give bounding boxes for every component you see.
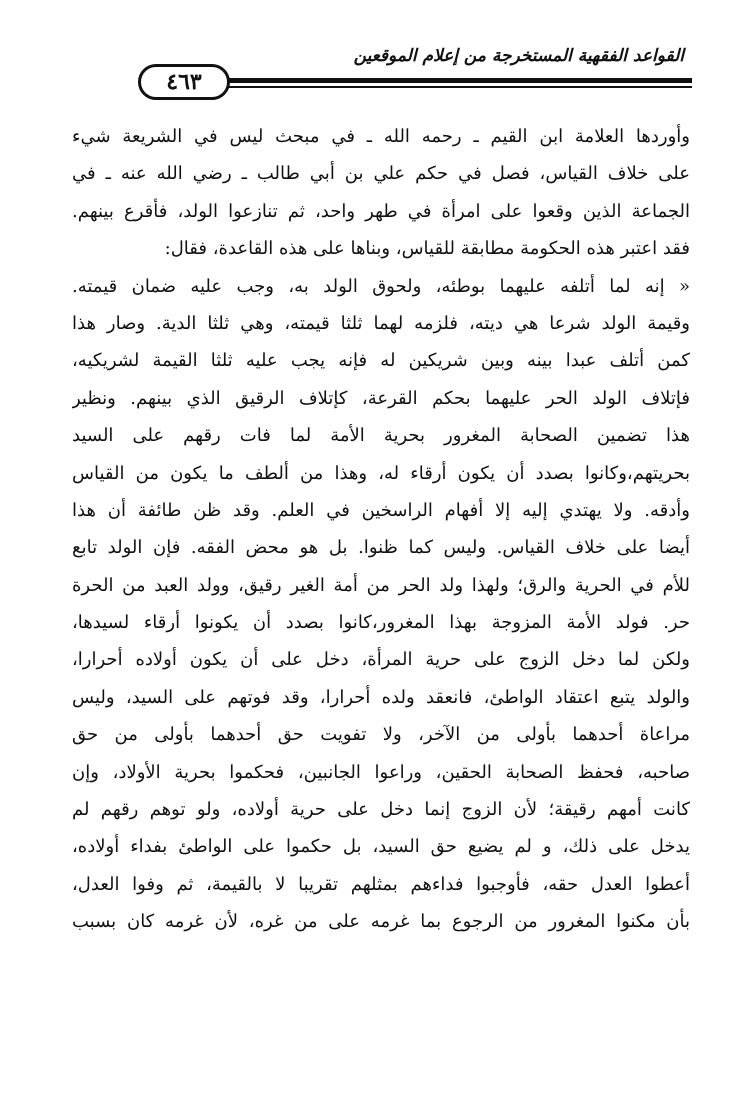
text-line: والولد يتبع اعتقاد الواطئ، فانعقد ولده أحرارا، وقد فوتهم على السيد، وليس: [72, 686, 690, 708]
text-line: وأوردها العلامة ابن القيم ـ رحمه الله ـ في مبحث ليس في الشريعة شيء: [72, 126, 690, 147]
text-line: الجماعة الذين وقعوا على امرأة في طهر واحد، ثم تنازعوا الولد، فأقرع بينهم.: [72, 200, 690, 222]
text-line: فإتلاف الولد الحر عليهما بحكم القرعة، كإتلاف الرقيق الذي بينهم. ونظير: [72, 387, 690, 409]
running-title: القواعد الفقهية المستخرجة من إعلام الموقعين: [353, 46, 684, 66]
text-line: فقد اعتبر هذه الحكومة مطابقة للقياس، وبناها على هذه القاعدة، فقال:: [164, 238, 690, 260]
page-number: ٤٦٣: [138, 64, 230, 100]
text-line: هذا تضمين الصحابة المغرور بحرية الأمة لما فات رقهم على السيد: [72, 425, 690, 447]
text-line: حر. فولد الأمة المزوجة بهذا المغرور،كانوا بصدد أن يكونوا أرقاء لسيدها،: [72, 612, 690, 634]
text-line: صاحبه، فحفظ الصحابة الحقين، وراعوا الجانبين، فحكموا بحرية الأولاد، وإن: [72, 761, 690, 783]
text-line: وقيمة الولد شرعا هي ديته، فلزمه لهما ثلثا قيمته، وهي ثلثا الدية. وصار هذا: [72, 312, 690, 334]
text-line: يدخل على ذلك، و لم يضيع حق السيد، بل حكموا على الواطئ بفداء أولاده،: [72, 836, 690, 858]
text-line: « إنه لما أتلفه عليهما بوطئه، ولحوق الولد به، وجب عليه ضمان قيمته.: [72, 275, 690, 297]
text-line: بحريتهم،وكانوا بصدد أن يكون أرقاء له، وهذا من ألطف ما يكون من القياس: [72, 462, 690, 484]
header-rule-thick: [206, 78, 692, 83]
body-text: [72, 118, 690, 941]
text-line: وأدقه. ولا يهتدي إليه إلا أفهام الراسخين في العلم. وقد ظن طائفة أن هذا: [72, 499, 690, 521]
text-line: للأم في الحرية والرق؛ ولهذا ولد الحر من أمة الغير رقيق، وولد العبد من الحرة: [72, 574, 690, 596]
header-rule-thin: [206, 86, 692, 88]
text-line: بأن مكنوا المغرور من الرجوع بما غرمه على من غره، لأن غرمه كان بسبب: [72, 911, 690, 933]
text-line: أيضا على خلاف القياس. وليس كما ظنوا. بل هو محض الفقه. فإن الولد تابع: [72, 537, 690, 559]
text-line: كانت أمهم رقيقة؛ لأن الزوج إنما دخل على حرية أولاده، ولو توهم رقهم لم: [72, 799, 690, 821]
text-line: مراعاة أحدهما بأولى من الآخر، ولا تفويت حق أحدهما بأولى من حق: [72, 724, 690, 746]
text-line: أعطوا العدل حقه، فأوجبوا فداءهم بمثلهم تقريبا لا بالقيمة، ثم وفوا العدل،: [72, 873, 690, 895]
text-line: كمن أتلف عبدا بينه وبين شريكين له فإنه يجب عليه ثلثا القيمة لشريكيه،: [72, 350, 690, 372]
text-line: على خلاف القياس، فصل في حكم علي بن أبي طالب ـ رضي الله عنه ـ في: [72, 163, 690, 185]
text-line: ولكن لما دخل الزوج على حرية المرأة، دخل على أن يكون أولاده أحرارا،: [72, 649, 690, 671]
